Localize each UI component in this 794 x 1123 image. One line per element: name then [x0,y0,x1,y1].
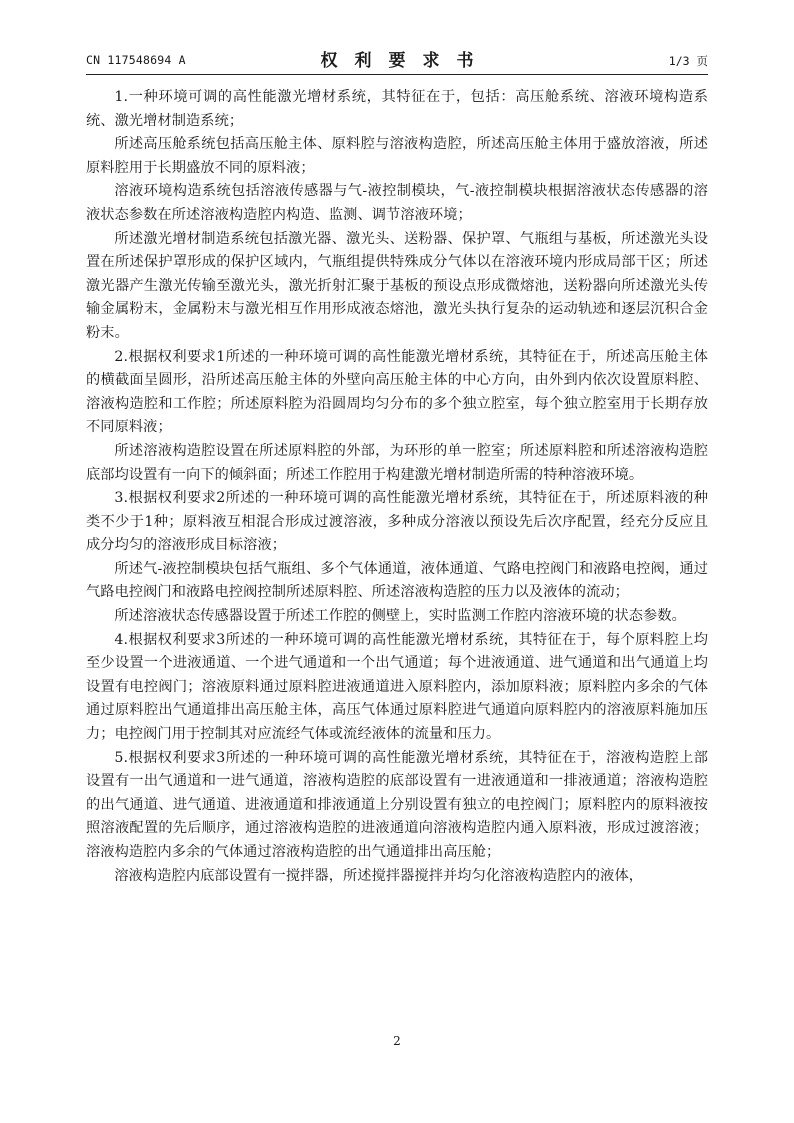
claims-body [86,86,708,888]
claim-paragraph: 3.根据权利要求2所述的一种环境可调的高性能激光增材系统，其特征在于，所述原料液的种类不少于1种；原料液互相混合形成过渡溶液，多种成分溶液以预设先后次序配置，经充分反应且成分均匀的溶液形成目标溶液； [86,490,708,554]
claim-paragraph: 2.根据权利要求1所述的一种环境可调的高性能激光增材系统，其特征在于，所述高压舱主体的横截面呈圆形，沿所述高压舱主体的外壁向高压舱主体的中心方向，由外到内依次设置原料腔、溶液构造腔和工作腔；所述原料腔为沿圆周均匀分布的多个独立腔室，每个独立腔室用于长期存放不同原料液； [86,348,708,436]
claim-paragraph: 所述溶液构造腔设置在所述原料腔的外部，为环形的单一腔室；所述原料腔和所述溶液构造腔底部均设置有一向下的倾斜面；所述工作腔用于构建激光增材制造所需的特种溶液环境。 [86,442,708,483]
claim-paragraph: 所述激光增材制造系统包括激光器、激光头、送粉器、保护罩、气瓶组与基板，所述激光头设置在所述保护罩形成的保护区域内，气瓶组提供特殊成分气体以在溶液环境内形成局部干区；所述激光器产生激光传输至激光头，激光折射汇聚于基板的预设点形成微熔池，送粉器向所述激光头传输金属粉末，金属粉末与激光相互作用形成液态熔池，激光头执行复杂的运动轨迹和逐层沉积合金粉末。 [86,230,708,341]
claim-paragraph: 5.根据权利要求3所述的一种环境可调的高性能激光增材系统，其特征在于，溶液构造腔上部设置有一出气通道和一进气通道，溶液构造腔的底部设置有一进液通道和一排液通道；溶液构造腔的出气通道、进气通道、进液通道和排液通道上分别设置有独立的电控阀门；原料腔内的原料液按照溶液配置的先后顺序，通过溶液构造腔的进液通道向溶液构造腔内通入原料液，形成过渡溶液；溶液构造腔内多余的气体通过溶液构造腔的出气通道排出高压舱； [86,749,708,860]
header-divider [86,74,708,75]
claim-paragraph: 所述高压舱系统包括高压舱主体、原料腔与溶液构造腔，所述高压舱主体用于盛放溶液，所述原料腔用于长期盛放不同的原料液； [86,136,708,176]
claim-paragraph: 4.根据权利要求3所述的一种环境可调的高性能激光增材系统，其特征在于，每个原料腔上均至少设置一个进液通道、一个进气通道和一个出气通道；每个进液通道、进气通道和出气通道上均设置有电控阀门；溶液原料通过原料腔进液通道进入原料腔内，添加原料液；原料腔内多余的气体通过原料腔出气通道排出高压舱主体，高压气体通过原料腔进气通道向原料腔内的溶液原料施加压力；电控阀门用于控制其对应流经气体或流经液体的流量和压力。 [86,631,708,743]
claim-paragraph: 1.一种环境可调的高性能激光增材系统，其特征在于，包括：高压舱系统、溶液环境构造系统、激光增材制造系统； [86,89,708,129]
publication-number: CN 117548694 A [86,53,186,67]
page-count: 1/3 页 [668,54,708,68]
claim-paragraph: 所述溶液状态传感器设置于所述工作腔的侧壁上，实时监测工作腔内溶液环境的状态参数。 [114,608,686,625]
claim-paragraph: 溶液环境构造系统包括溶液传感器与气-液控制模块，气-液控制模块根据溶液状态传感器的溶液状态参数在所述溶液构造腔内构造、监测、调节溶液环境； [86,183,708,223]
document-title: 权利要求书 [320,51,491,71]
page-header [86,44,708,74]
page-number: 2 [393,1034,401,1048]
claim-paragraph: 溶液构造腔内底部设置有一搅拌器，所述搅拌器搅拌并均匀化溶液构造腔内的液体， [114,867,644,884]
claim-paragraph: 所述气-液控制模块包括气瓶组、多个气体通道，液体通道、气路电控阀门和液路电控阀，通过气路电控阀门和液路电控阀控制所述原料腔、所述溶液构造腔的压力以及液体的流动； [86,560,708,601]
